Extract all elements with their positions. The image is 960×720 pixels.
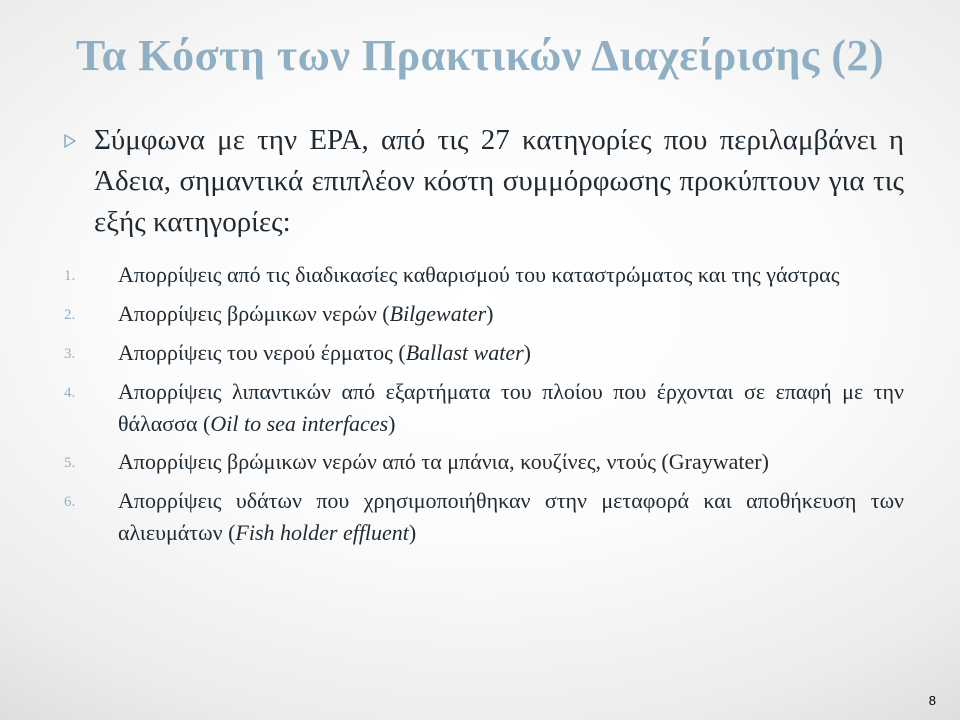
page-number: 8 bbox=[928, 693, 936, 708]
list-number: 2. bbox=[64, 307, 76, 323]
bullet-text: Σύμφωνα με την EPA, από τις 27 κατηγορίες που περιλαμβάνει η Άδεια, σημαντικά επιπλέον κόστη συμμόρφωσης προκύπτουν για τις εξής κατηγορίες: bbox=[94, 124, 904, 238]
list-item-text: Απορρίψεις από τις διαδικασίες καθαρισμού του καταστρώματος και της γάστρας bbox=[118, 262, 840, 287]
list-item-text: Απορρίψεις βρώμικων νερών από τα μπάνια, κουζίνες, ντούς (Graywater) bbox=[118, 449, 769, 474]
list-item-text: Απορρίψεις του νερού έρματος (Ballast water) bbox=[118, 340, 531, 365]
slide-title: Τα Κόστη των Πρακτικών Διαχείρισης (2) bbox=[75, 31, 885, 80]
slide-content bbox=[64, 120, 904, 555]
main-bullet bbox=[64, 120, 904, 243]
list-item bbox=[64, 259, 904, 292]
numbered-list bbox=[64, 259, 904, 549]
list-item-text: Απορρίψεις βρώμικων νερών (Bilgewater) bbox=[118, 301, 494, 326]
triangle-right-icon bbox=[64, 120, 94, 148]
list-item bbox=[64, 337, 904, 370]
list-number: 4. bbox=[64, 385, 76, 401]
list-item-text: Απορρίψεις λιπαντικών από εξαρτήματα του πλοίου που έρχονται σε επαφή με την θάλασσα (Oil to sea interfaces) bbox=[118, 379, 904, 436]
list-item-text: Απορρίψεις υδάτων που χρησιμοποιήθηκαν στην μεταφορά και αποθήκευση των αλιευμάτων (Fish holder effluent) bbox=[118, 488, 904, 545]
list-item bbox=[64, 446, 904, 479]
list-number: 3. bbox=[64, 346, 76, 362]
list-number: 5. bbox=[64, 455, 76, 471]
list-number: 1. bbox=[64, 268, 76, 284]
list-item bbox=[64, 485, 904, 549]
list-number: 6. bbox=[64, 494, 76, 510]
list-item bbox=[64, 376, 904, 440]
list-item bbox=[64, 298, 904, 331]
